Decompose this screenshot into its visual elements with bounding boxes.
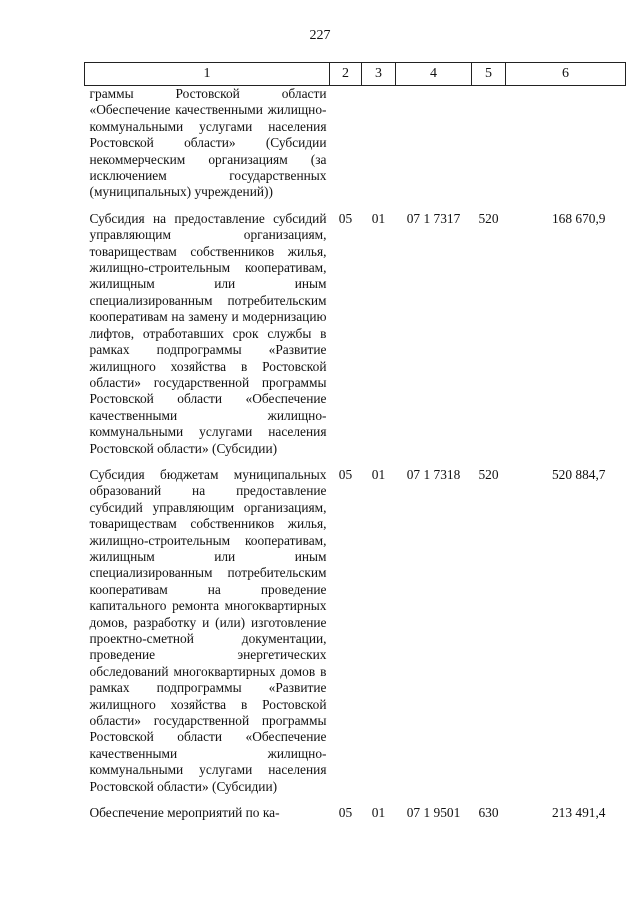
row-amount: 520 884,7 [551, 466, 606, 482]
row-expense-type: 520 [478, 466, 499, 482]
column-number-header [85, 63, 626, 86]
row-expense-type: 520 [478, 210, 499, 226]
row-amount [506, 86, 626, 201]
row-description: Субсидия на предоставление субсидий управляющим организациям, товариществам собственников жилья, жилищно-строительным кооперативам, жилищным или иным специализированным потребительским кооперативам на замену и модернизацию лифтов, отработавших срок службы в рамках подпрограммы «Развитие жилищного хозяйства в Ростовской области» государственной программы Ростовской области «Обеспечение качественными жилищно-коммунальными услугами населения Ростовской области» (Субсидии) [89, 210, 327, 456]
row-target-article: 07 1 7318 [406, 466, 461, 482]
header-col-4: 4 [396, 63, 472, 86]
header-col-5: 5 [472, 63, 506, 86]
row-amount: 213 491,4 [551, 805, 606, 821]
row-subsection [362, 86, 396, 201]
row-section: 05 [338, 210, 353, 226]
table-row [85, 211, 626, 457]
row-expense-type: 630 [478, 805, 499, 821]
row-description: Субсидия бюджетам муниципальных образований на предоставление субсидий управляющим организациям, товариществам собственников жилья, жилищно-строительным кооперативам, жилищным или иным специализированным потребительским кооперативам на проведение капитального ремонта многоквартирных домов, разработку и (или) изготовление проектно-сметной документации, проведение энергетических обследований многоквартирных домов в рамках подпрограммы «Развитие жилищного хозяйства в Ростовской области» государственной программы Ростовской области «Обеспечение качественными жилищно-коммунальными услугами населения Ростовской области» (Субсидии) [89, 466, 327, 794]
row-target-article: 07 1 9501 [406, 805, 461, 821]
table-row [85, 805, 626, 821]
row-expense-type [472, 86, 506, 201]
row-target-article: 07 1 7317 [406, 210, 461, 226]
row-section: 05 [338, 466, 353, 482]
row-subsection: 01 [371, 466, 386, 482]
budget-table [84, 62, 626, 821]
row-description: Обеспечение мероприятий по ка- [89, 805, 280, 821]
row-section [330, 86, 362, 201]
page-number: 227 [309, 28, 331, 43]
header-col-1: 1 [85, 63, 330, 86]
row-section: 05 [338, 805, 353, 821]
header-col-6: 6 [506, 63, 626, 86]
header-col-3: 3 [362, 63, 396, 86]
table-row [85, 86, 626, 201]
row-subsection: 01 [371, 210, 386, 226]
table-row [85, 467, 626, 795]
row-subsection: 01 [371, 805, 386, 821]
header-col-2: 2 [330, 63, 362, 86]
row-description: граммы Ростовской области «Обеспечение качественными жилищно-коммунальными услугами населения Ростовской области» (Субсидии некоммерческим организациям (за исключением государственных (муниципальных) учреждений)) [89, 86, 327, 200]
row-target-article [396, 86, 472, 201]
row-amount: 168 670,9 [551, 210, 606, 226]
